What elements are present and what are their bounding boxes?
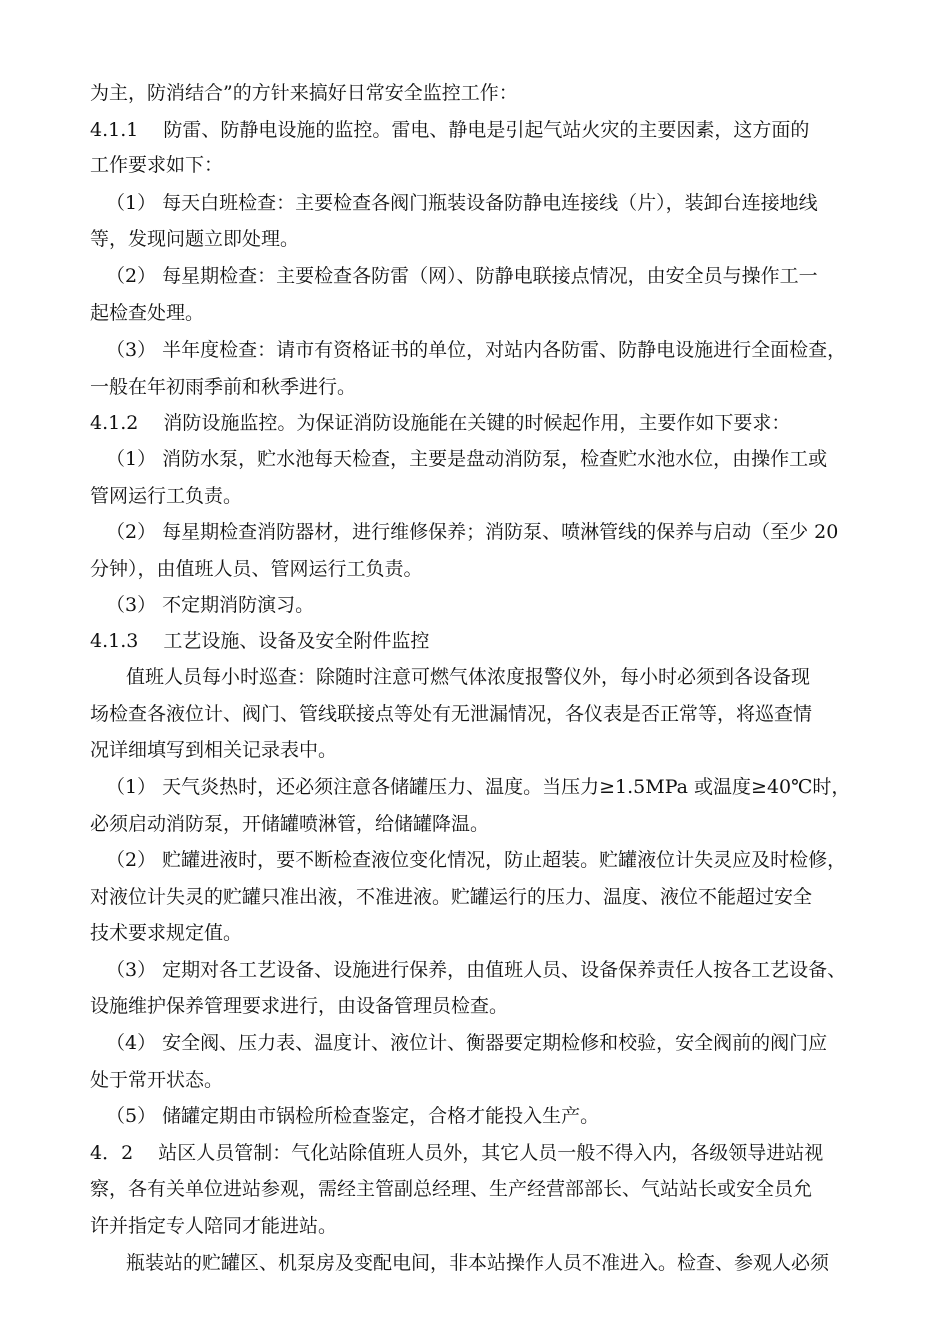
section-heading: 4.1.3 工艺设施、设备及安全附件监控 <box>90 630 430 652</box>
text-line: 处于常开状态。 <box>90 1069 224 1091</box>
text-line: 必须启动消防泵，开储罐喷淋管，给储罐降温。 <box>90 813 490 835</box>
text-line: 工作要求如下： <box>90 154 224 176</box>
text-line: 分钟），由值班人员、管网运行工负责。 <box>90 558 423 580</box>
text-line: 察，各有关单位进站参观，需经主管副总经理、生产经营部部长、气站站长或安全员允 <box>90 1178 813 1200</box>
list-item: （1） 天气炎热时，还必须注意各储罐压力、温度。当压力≥1.5MPa 或温度≥40℃时， <box>106 776 851 798</box>
list-item: （3） 不定期消防演习。 <box>106 594 315 616</box>
text-line: 况详细填写到相关记录表中。 <box>90 739 338 761</box>
paragraph-start: 瓶装站的贮罐区、机泵房及变配电间，非本站操作人员不准进入。检查、参观人必须 <box>126 1252 830 1274</box>
text-line: 设施维护保养管理要求进行，由设备管理员检查。 <box>90 995 509 1017</box>
text-line: 等，发现问题立即处理。 <box>90 228 300 250</box>
list-item: （4） 安全阀、压力表、温度计、液位计、衡器要定期检修和校验，安全阀前的阀门应 <box>106 1032 828 1054</box>
paragraph-start: 值班人员每小时巡查：除随时注意可燃气体浓度报警仪外，每小时必须到各设备现 <box>126 666 811 688</box>
list-item: （2） 每星期检查：主要检查各防雷（网）、防静电联接点情况，由安全员与操作工一 <box>106 265 818 287</box>
list-item: （2） 每星期检查消防器材，进行维修保养；消防泵、喷淋管线的保养与启动（至少 20 <box>106 521 839 543</box>
text-line: 技术要求规定值。 <box>90 922 243 944</box>
section-heading: 4.1.1 防雷、防静电设施的监控。雷电、静电是引起气站火灾的主要因素，这方面的 <box>90 119 810 141</box>
section-heading: 4．2 站区人员管制：气化站除值班人员外，其它人员一般不得入内，各级领导进站视 <box>90 1142 824 1164</box>
list-item: （1） 每天白班检查：主要检查各阀门瓶装设备防静电连接线（片），装卸台连接地线 <box>106 192 818 214</box>
list-item: （2） 贮罐进液时，要不断检查液位变化情况，防止超装。贮罐液位计失灵应及时检修， <box>106 849 847 871</box>
text-line: 对液位计失灵的贮罐只准出液，不准进液。贮罐运行的压力、温度、液位不能超过安全 <box>90 886 813 908</box>
text-line: 一般在年初雨季前和秋季进行。 <box>90 376 357 398</box>
text-line: 许并指定专人陪同才能进站。 <box>90 1215 338 1237</box>
list-item: （3） 定期对各工艺设备、设施进行保养，由值班人员、设备保养责任人按各工艺设备、 <box>106 959 847 981</box>
list-item: （3） 半年度检查：请市有资格证书的单位，对站内各防雷、防静电设施进行全面检查， <box>106 339 847 361</box>
section-heading: 4.1.2 消防设施监控。为保证消防设施能在关键的时候起作用，主要作如下要求： <box>90 412 791 434</box>
text-line: 起检查处理。 <box>90 302 205 324</box>
text-line: 管网运行工负责。 <box>90 485 243 507</box>
text-line: 场检查各液位计、阀门、管线联接点等处有无泄漏情况，各仪表是否正常等，将巡查情 <box>90 703 813 725</box>
list-item: （5） 储罐定期由市锅检所检查鉴定，合格才能投入生产。 <box>106 1105 600 1127</box>
text-line: 为主，防消结合”的方针来搞好日常安全监控工作： <box>90 82 518 104</box>
list-item: （1） 消防水泵，贮水池每天检查，主要是盘动消防泵，检查贮水池水位，由操作工或 <box>106 448 828 470</box>
